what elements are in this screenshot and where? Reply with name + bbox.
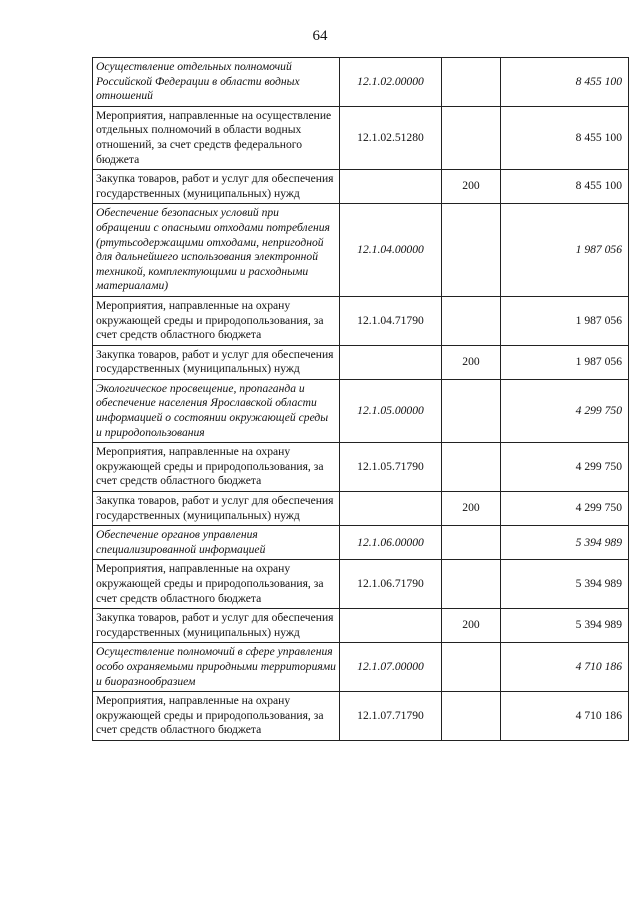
row-code-cell: 12.1.06.71790: [340, 560, 442, 609]
row-name-cell: Обеспечение органов управления специализированной информацией: [93, 526, 340, 560]
table-row: [93, 379, 629, 442]
row-name-cell: Осуществление отдельных полномочий Российской Федерации в области водных отношений: [93, 58, 340, 107]
row-code-cell: 12.1.04.00000: [340, 204, 442, 297]
row-expense-type-cell: [442, 106, 501, 169]
table-row: [93, 643, 629, 692]
row-name-cell: Обеспечение безопасных условий при обращении с опасными отходами потребления (ртутьсодержащими отходами, непригодной для дальнейшего использования электронной техникой, комплектующими и расходными материалами): [93, 204, 340, 297]
row-code-cell: [340, 170, 442, 204]
row-expense-type-cell: [442, 296, 501, 345]
row-code-cell: 12.1.06.00000: [340, 526, 442, 560]
table-row: [93, 106, 629, 169]
row-name-cell: Мероприятия, направленные на охрану окружающей среды и природопользования, за счет средств областного бюджета: [93, 692, 340, 741]
row-name-cell: Мероприятия, направленные на охрану окружающей среды и природопользования, за счет средств областного бюджета: [93, 560, 340, 609]
row-expense-type-cell: [442, 443, 501, 492]
row-code-cell: 12.1.05.00000: [340, 379, 442, 442]
row-code-cell: [340, 492, 442, 526]
row-code-cell: [340, 345, 442, 379]
row-sum-cell: 1 987 056: [501, 345, 629, 379]
row-sum-cell: 5 394 989: [501, 526, 629, 560]
row-expense-type-cell: [442, 692, 501, 741]
table-row: [93, 170, 629, 204]
table-row: [93, 526, 629, 560]
row-code-cell: 12.1.02.00000: [340, 58, 442, 107]
table-row: [93, 204, 629, 297]
budget-table-body: [93, 58, 629, 741]
row-expense-type-cell: [442, 560, 501, 609]
row-sum-cell: 8 455 100: [501, 170, 629, 204]
row-name-cell: Закупка товаров, работ и услуг для обеспечения государственных (муниципальных) нужд: [93, 492, 340, 526]
table-row: [93, 609, 629, 643]
row-expense-type-cell: 200: [442, 609, 501, 643]
row-expense-type-cell: 200: [442, 170, 501, 204]
row-sum-cell: 8 455 100: [501, 58, 629, 107]
row-sum-cell: 4 299 750: [501, 379, 629, 442]
row-sum-cell: 5 394 989: [501, 609, 629, 643]
row-sum-cell: 1 987 056: [501, 296, 629, 345]
row-code-cell: 12.1.02.51280: [340, 106, 442, 169]
row-sum-cell: 4 710 186: [501, 643, 629, 692]
row-sum-cell: 4 710 186: [501, 692, 629, 741]
table-row: [93, 296, 629, 345]
row-expense-type-cell: [442, 204, 501, 297]
table-row: [93, 443, 629, 492]
page-number: 64: [312, 28, 328, 44]
row-name-cell: Мероприятия, направленные на осуществление отдельных полномочий в области водных отношений, за счет средств федерального бюджета: [93, 106, 340, 169]
table-row: [93, 492, 629, 526]
table-row: [93, 58, 629, 107]
row-name-cell: Мероприятия, направленные на охрану окружающей среды и природопользования, за счет средств областного бюджета: [93, 443, 340, 492]
row-name-cell: Закупка товаров, работ и услуг для обеспечения государственных (муниципальных) нужд: [93, 170, 340, 204]
row-expense-type-cell: 200: [442, 345, 501, 379]
row-name-cell: Закупка товаров, работ и услуг для обеспечения государственных (муниципальных) нужд: [93, 609, 340, 643]
row-sum-cell: 5 394 989: [501, 560, 629, 609]
row-expense-type-cell: [442, 526, 501, 560]
row-expense-type-cell: [442, 643, 501, 692]
row-sum-cell: 4 299 750: [501, 443, 629, 492]
row-code-cell: 12.1.07.00000: [340, 643, 442, 692]
row-code-cell: 12.1.04.71790: [340, 296, 442, 345]
row-name-cell: Закупка товаров, работ и услуг для обеспечения государственных (муниципальных) нужд: [93, 345, 340, 379]
row-name-cell: Мероприятия, направленные на охрану окружающей среды и природопользования, за счет средств областного бюджета: [93, 296, 340, 345]
row-name-cell: Осуществление полномочий в сфере управления особо охраняемыми природными территориями и биоразнообразием: [93, 643, 340, 692]
budget-table: [92, 57, 629, 741]
row-expense-type-cell: [442, 58, 501, 107]
table-row: [93, 692, 629, 741]
row-sum-cell: 1 987 056: [501, 204, 629, 297]
row-name-cell: Экологическое просвещение, пропаганда и обеспечение населения Ярославской области информацией о состоянии окружающей среды и природопользования: [93, 379, 340, 442]
row-sum-cell: 4 299 750: [501, 492, 629, 526]
row-code-cell: 12.1.05.71790: [340, 443, 442, 492]
row-sum-cell: 8 455 100: [501, 106, 629, 169]
row-code-cell: [340, 609, 442, 643]
table-row: [93, 560, 629, 609]
table-row: [93, 345, 629, 379]
row-expense-type-cell: [442, 379, 501, 442]
row-code-cell: 12.1.07.71790: [340, 692, 442, 741]
row-expense-type-cell: 200: [442, 492, 501, 526]
